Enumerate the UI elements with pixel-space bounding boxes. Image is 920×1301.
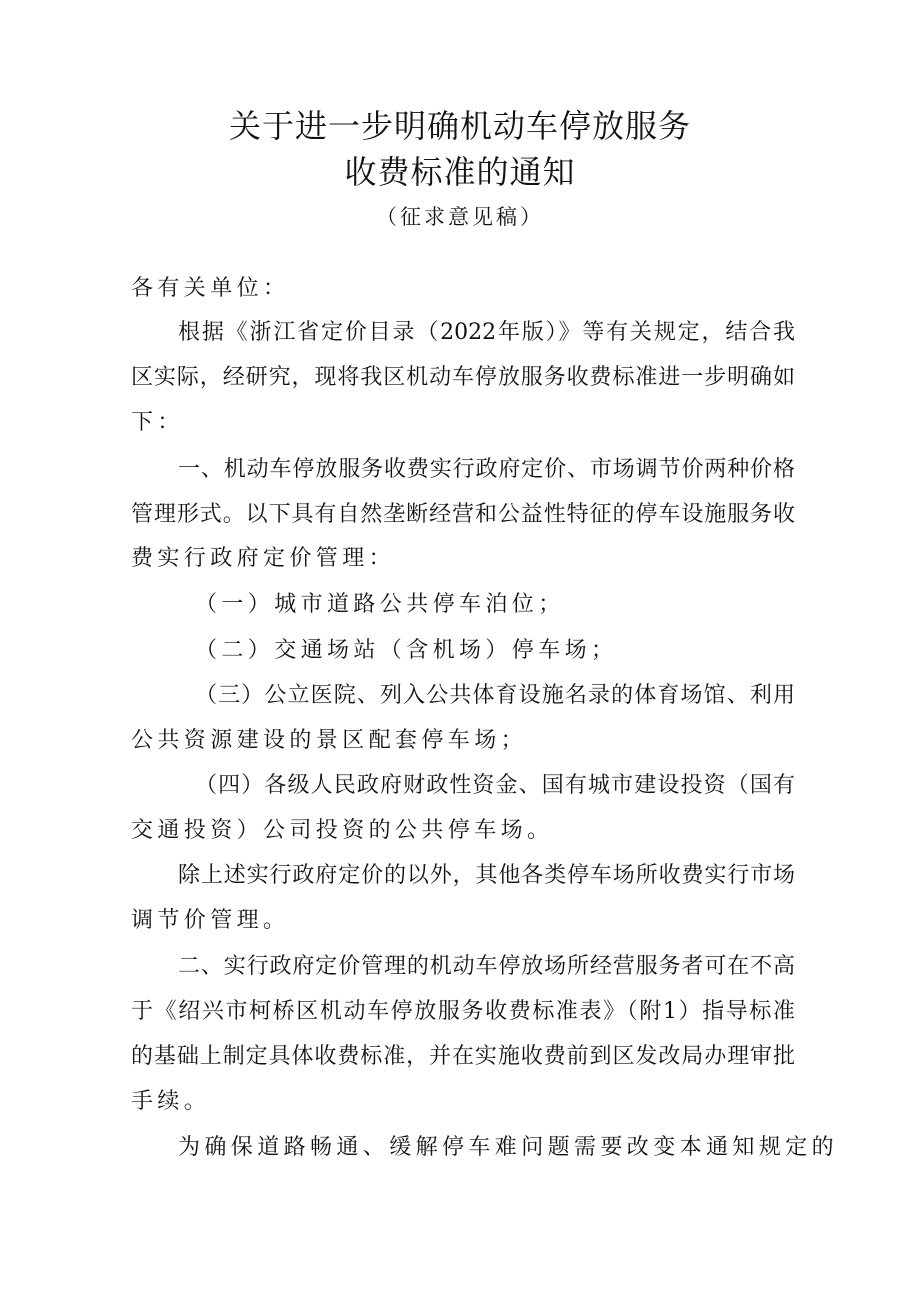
list-item: （四）各级人民政府财政性资金、国有城市建设投资（国有: [195, 773, 795, 798]
list-item: （一）城市道路公共停车泊位；: [195, 592, 565, 617]
paragraph-line: 的基础上制定具体收费标准，并在实施收费前到区发改局办理审批: [131, 1044, 795, 1069]
paragraph-line: 公共资源建设的景区配套停车场；: [131, 728, 528, 753]
document-subtitle: （征求意见稿）: [376, 205, 544, 229]
paragraph-line: 一、机动车停放服务收费实行政府定价、市场调节价两种价格: [178, 457, 795, 482]
salutation: 各有关单位：: [131, 276, 290, 301]
list-item: （二）交通场站（含机场）停车场；: [195, 638, 618, 663]
paragraph-line: 除上述实行政府定价的以外，其他各类停车场所收费实行市场: [178, 863, 795, 888]
paragraph-line: 交通投资）公司投资的公共停车场。: [131, 818, 554, 843]
paragraph-line: 为确保道路畅通、缓解停车难问题需要改变本通知规定的: [178, 1135, 839, 1160]
paragraph-line: 根据《浙江省定价目录（2022年版）》等有关规定，结合我: [178, 320, 795, 345]
paragraph-line: 下：: [131, 410, 184, 435]
paragraph-line: 手续。: [131, 1089, 211, 1114]
paragraph-line: 费实行政府定价管理：: [131, 546, 396, 571]
paragraph-line: 于《绍兴市柯桥区机动车停放服务收费标准表》（附1）指导标准: [131, 999, 795, 1024]
paragraph-line: 管理形式。以下具有自然垄断经营和公益性特征的停车设施服务收: [131, 502, 795, 527]
document-title-line-1: 关于进一步明确机动车停放服务: [228, 107, 691, 145]
list-item: （三）公立医院、列入公共体育设施名录的体育场馆、利用: [195, 683, 795, 708]
paragraph-line: 调节价管理。: [131, 908, 290, 933]
paragraph-line: 区实际，经研究，现将我区机动车停放服务收费标准进一步明确如: [131, 365, 795, 390]
paragraph-line: 二、实行政府定价管理的机动车停放场所经营服务者可在不高: [178, 954, 795, 979]
document-title-line-2: 收费标准的通知: [344, 153, 576, 191]
